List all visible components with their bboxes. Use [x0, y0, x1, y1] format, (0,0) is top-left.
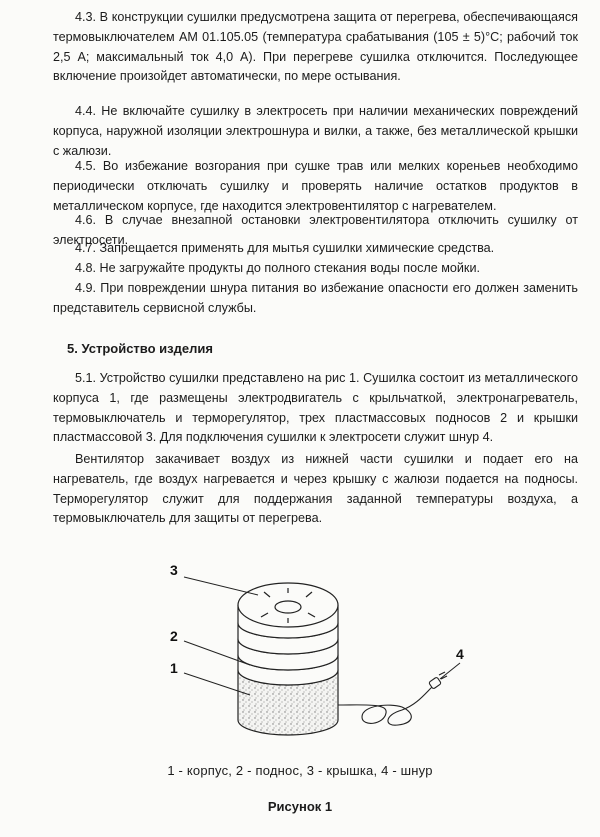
section-heading: 5. Устройство изделия	[67, 341, 213, 356]
paragraph-4-6: 4.6. В случае внезапной остановки электровентилятора отключить сушилку от электросети.	[53, 213, 578, 247]
label-body: 1	[170, 660, 178, 676]
label-tray: 2	[170, 628, 178, 644]
paragraph-4-3: 4.3. В конструкции сушилки предусмотрена защита от перегрева, обеспечивающаяся термовыключателем АМ 01.105.05 (температура срабатывания (105 ± 5)°С; рабочий ток 2,5 А; максимальный ток 4,0 А). При перегреве сушилка отключится. Последующее включение произойдет автоматически, по мере остывания.	[53, 10, 578, 84]
lid-icon	[238, 583, 338, 638]
label-lid: 3	[170, 562, 178, 578]
figure-title: Рисунок 1	[267, 799, 333, 814]
paragraph-4-9: 4.9. При повреждении шнура питания во избежание опасности его должен заменить представитель сервисной службы.	[53, 281, 578, 315]
paragraph-5-1: 5.1. Устройство сушилки представлено на рис 1. Сушилка состоит из металлического корпуса 1, где размещены электродвигатель с крыльчаткой, электронагреватель, термовыключатель и терморегулятор, трех пластмассовых подносов 2 и крышки пластмассовой 3. Для подключения сушилки к электросети служит шнур 4.	[53, 371, 578, 445]
paragraph-fan-description: Вентилятор закачивает воздух из нижней части сушилки и подает его на нагреватель, где воздух нагревается и через крышку с жалюзи подается на подносы. Терморегулятор служит для поддержания заданной температуры воздуха, а термовыключатель для защиты от перегрева.	[53, 452, 578, 526]
label-cord: 4	[456, 646, 464, 662]
dryer-illustration	[140, 555, 470, 750]
power-cord-icon	[338, 672, 447, 725]
figure-caption: 1 - корпус, 2 - поднос, 3 - крышка, 4 - шнур	[167, 763, 433, 778]
paragraph-4-4: 4.4. Не включайте сушилку в электросеть при наличии механических повреждений корпуса, наружной изоляции электрошнура и вилки, а также, без металлической крышки с жалюзи.	[53, 104, 578, 158]
paragraph-4-7: 4.7. Запрещается применять для мытья сушилки химические средства.	[75, 241, 495, 255]
paragraph-4-5: 4.5. Во избежание возгорания при сушке трав или мелких кореньев необходимо периодически отключать сушилку и проверять наличие остатков продуктов в металлическом корпусе, где находится электровентилятор с нагревателем.	[53, 159, 578, 213]
paragraph-4-8: 4.8. Не загружайте продукты до полного стекания воды после мойки.	[75, 261, 480, 275]
